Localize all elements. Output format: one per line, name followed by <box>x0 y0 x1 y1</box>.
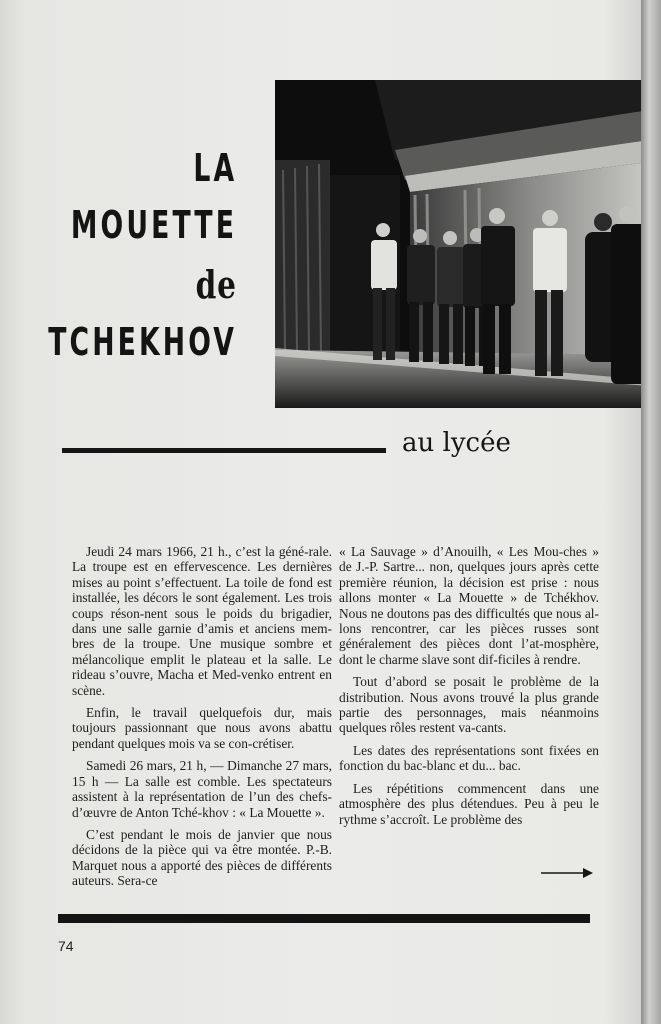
arrow-right-icon <box>541 866 593 880</box>
article-column-right <box>339 544 599 834</box>
stage-photo-drawing <box>275 80 649 408</box>
paragraph: Samedi 26 mars, 21 h, — Dimanche 27 mars, 15 h — La salle est comble. Les spectateurs assistent à la représentation de l’un des chefs-d’œuvre de Anton Tché-khov : « La Mouette ». <box>72 758 332 820</box>
title-line-la: LA <box>193 146 237 190</box>
article-subtitle: au lycée <box>402 428 511 458</box>
paragraph: C’est pendant le mois de janvier que nous décidons de la pièce qui va être montée. P.-B. Marquet nous a apporté des pièces de différents auteurs. Sera-ce <box>72 826 332 889</box>
paragraph: Les dates des représentations sont fixées en fonction du bac-blanc et du... bac. <box>339 742 599 774</box>
paragraph: Tout d’abord se posait le problème de la distribution. Nous avons trouvé la plus grande partie des personnages, mais néanmoins quelques rôles restent va-cants. <box>339 674 599 736</box>
title-line-tchekhov: TCHEKHOV <box>48 320 237 364</box>
heading-rule <box>62 448 386 453</box>
paragraph: « La Sauvage » d’Anouilh, « Les Mou-ches » de J.-P. Sartre... non, quelques jours après cette première réunion, la décision est prise : nous allons monter « La Mouette » de Tchékhov. Nous ne doutons pas des difficultés que nous al-lons rencontrer, car les pièces russes sont généralement des pièces dont l’at-mosphère, dont le charme slave sont dif-ficiles à rendre. <box>339 544 599 667</box>
paragraph: Les répétitions commencent dans une atmosphère des plus détendues. Peu à peu le rythme s’accroît. Le problème des <box>339 780 599 827</box>
article-column-left <box>72 544 332 896</box>
title-line-de: de <box>195 262 237 307</box>
page-number: 74 <box>58 938 74 954</box>
paragraph: Jeudi 24 mars 1966, 21 h., c’est la géné-rale. La troupe est en effervescence. Les dernières mises au point s’effectuent. La toile de fond est installée, les décors le sont également. Les trois coups réson-nent sous le poids du brigadier, dans une salle garnie d’amis et anciens mem-bres de la troupe. Une musique sombre et mélancolique emplit le plateau et la salle. Le rideau s’ouvre, Macha et Med-venko entrent en scène. <box>72 544 332 698</box>
footer-rule <box>58 914 590 923</box>
paragraph: Enfin, le travail quelquefois dur, mais toujours passionnant que nous avons abattu pendant quelques mois va se con-crétiser. <box>72 705 332 751</box>
stage-photo <box>275 80 649 408</box>
title-line-mouette: MOUETTE <box>70 203 237 247</box>
page-spine <box>641 0 661 1024</box>
